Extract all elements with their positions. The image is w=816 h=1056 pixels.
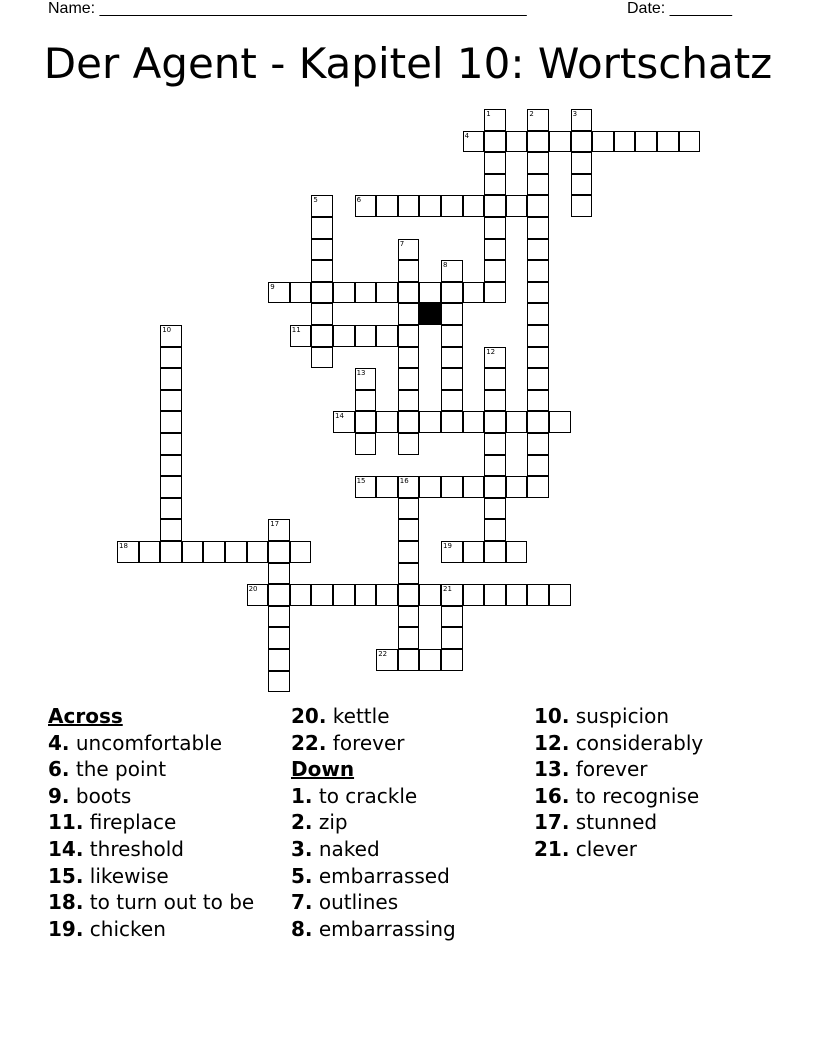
crossword-cell[interactable] bbox=[549, 584, 571, 606]
crossword-cell[interactable] bbox=[355, 411, 377, 433]
crossword-cell[interactable] bbox=[247, 584, 269, 606]
clue-number-label: 4 bbox=[464, 131, 470, 140]
crossword-cell[interactable] bbox=[160, 455, 182, 477]
clue-number-label: 15 bbox=[356, 477, 366, 486]
crossword-cell[interactable] bbox=[463, 476, 485, 498]
crossword-cell[interactable] bbox=[268, 671, 290, 693]
crossword-cell[interactable] bbox=[225, 541, 247, 563]
crossword-cell[interactable] bbox=[484, 282, 506, 304]
clue-number: 9. bbox=[48, 783, 70, 808]
crossword-cell[interactable] bbox=[527, 174, 549, 196]
clue-number-label: 13 bbox=[356, 369, 366, 378]
crossword-cell[interactable] bbox=[571, 195, 593, 217]
crossword-cell[interactable] bbox=[527, 433, 549, 455]
clue-item bbox=[291, 836, 456, 863]
clue-item bbox=[48, 783, 254, 810]
crossword-cell[interactable] bbox=[527, 152, 549, 174]
clue-text: embarrassing bbox=[312, 916, 456, 941]
crossword-cell[interactable] bbox=[484, 519, 506, 541]
clue-item bbox=[534, 809, 703, 836]
crossword-cell[interactable] bbox=[355, 433, 377, 455]
clue-number-label: 14 bbox=[335, 412, 344, 421]
crossword-cell[interactable] bbox=[527, 239, 549, 261]
crossword-cell[interactable] bbox=[333, 325, 355, 347]
crossword-cell[interactable] bbox=[355, 390, 377, 412]
clue-text: forever bbox=[569, 757, 648, 782]
clue-number-label: 1 bbox=[486, 110, 491, 118]
crossword-cell[interactable] bbox=[376, 195, 398, 217]
crossword-cell[interactable] bbox=[527, 476, 549, 498]
crossword-cell[interactable] bbox=[398, 260, 420, 282]
crossword-cell[interactable] bbox=[441, 282, 463, 304]
clue-text: outlines bbox=[312, 890, 399, 915]
crossword-cell[interactable] bbox=[398, 541, 420, 563]
clues-column-2 bbox=[291, 703, 456, 942]
crossword-cell[interactable] bbox=[463, 584, 485, 606]
crossword-cell[interactable] bbox=[376, 282, 398, 304]
clue-text: fireplace bbox=[83, 810, 177, 835]
crossword-cell[interactable] bbox=[527, 325, 549, 347]
crossword-cell[interactable] bbox=[311, 584, 333, 606]
crossword-cell[interactable] bbox=[398, 239, 420, 261]
crossword-cell[interactable] bbox=[398, 347, 420, 369]
clue-number-label: 19 bbox=[443, 542, 452, 550]
crossword-cell[interactable] bbox=[484, 584, 506, 606]
crossword-cell[interactable] bbox=[549, 411, 571, 433]
clue-item bbox=[534, 783, 703, 810]
crossword-cell[interactable] bbox=[398, 627, 420, 649]
clue-number: 16. bbox=[534, 783, 570, 808]
clue-item bbox=[48, 730, 254, 757]
clue-text: suspicion bbox=[569, 704, 670, 728]
crossword-cell[interactable] bbox=[484, 390, 506, 412]
crossword-cell[interactable] bbox=[484, 217, 506, 239]
crossword-cell[interactable] bbox=[463, 131, 485, 153]
clues-column-3 bbox=[534, 703, 703, 863]
clue-number: 5. bbox=[291, 863, 313, 888]
crossword-cell[interactable] bbox=[657, 131, 679, 153]
clue-number: 18. bbox=[48, 890, 84, 915]
crossword-cell[interactable] bbox=[333, 584, 355, 606]
crossword-cell[interactable] bbox=[398, 606, 420, 628]
crossword-cell[interactable] bbox=[441, 649, 463, 671]
clue-number: 3. bbox=[291, 836, 313, 861]
crossword-cell[interactable] bbox=[506, 411, 528, 433]
crossword-cell[interactable] bbox=[355, 325, 377, 347]
clue-text: forever bbox=[326, 730, 405, 755]
clue-number: 11. bbox=[48, 810, 84, 835]
crossword-cell[interactable] bbox=[311, 325, 333, 347]
crossword-cell[interactable] bbox=[355, 584, 377, 606]
crossword-cell[interactable] bbox=[398, 390, 420, 412]
crossword-cell[interactable] bbox=[441, 347, 463, 369]
crossword-cell[interactable] bbox=[419, 476, 441, 498]
clue-number-label: 18 bbox=[119, 542, 128, 550]
crossword-cell[interactable] bbox=[441, 260, 463, 282]
crossword-cell[interactable] bbox=[571, 131, 593, 153]
clue-item bbox=[534, 836, 703, 863]
crossword-cell[interactable] bbox=[571, 174, 593, 196]
crossword-cell[interactable] bbox=[506, 541, 528, 563]
crossword-cell[interactable] bbox=[268, 627, 290, 649]
crossword-cell[interactable] bbox=[398, 303, 420, 325]
crossword-cell[interactable] bbox=[160, 390, 182, 412]
name-field[interactable]: Name: ________________________________________________ bbox=[48, 0, 527, 17]
crossword-cell[interactable] bbox=[419, 411, 441, 433]
date-field[interactable]: Date: _______ bbox=[627, 0, 732, 17]
clue-text: clever bbox=[569, 836, 638, 861]
crossword-cell[interactable] bbox=[571, 152, 593, 174]
clue-number: 10. bbox=[534, 704, 570, 728]
crossword-cell[interactable] bbox=[268, 519, 290, 541]
clue-number: 19. bbox=[48, 916, 84, 941]
crossword-cell[interactable] bbox=[527, 195, 549, 217]
crossword-cell[interactable] bbox=[290, 541, 312, 563]
crossword-cell[interactable] bbox=[355, 282, 377, 304]
crossword-cell[interactable] bbox=[398, 195, 420, 217]
crossword-cell[interactable] bbox=[506, 584, 528, 606]
crossword-cell[interactable] bbox=[160, 433, 182, 455]
crossword-cell[interactable] bbox=[527, 368, 549, 390]
crossword-cell[interactable] bbox=[441, 390, 463, 412]
crossword-cell[interactable] bbox=[376, 325, 398, 347]
clues-column-1 bbox=[48, 703, 254, 942]
clue-item bbox=[48, 863, 254, 890]
crossword-cell[interactable] bbox=[484, 109, 506, 131]
crossword-cell[interactable] bbox=[527, 347, 549, 369]
crossword-cell[interactable] bbox=[484, 498, 506, 520]
clue-number: 7. bbox=[291, 890, 313, 915]
clue-item bbox=[291, 809, 456, 836]
crossword-cell[interactable] bbox=[290, 282, 312, 304]
crossword-cell[interactable] bbox=[441, 584, 463, 606]
clue-number: 8. bbox=[291, 916, 313, 941]
crossword-cell[interactable] bbox=[160, 541, 182, 563]
clue-text: to recognise bbox=[569, 783, 700, 808]
clue-item bbox=[48, 756, 254, 783]
clue-item bbox=[48, 889, 254, 916]
clue-number: 13. bbox=[534, 757, 570, 782]
clue-item bbox=[48, 916, 254, 943]
clue-text: kettle bbox=[326, 704, 390, 728]
crossword-cell[interactable] bbox=[398, 411, 420, 433]
clue-text: to crackle bbox=[312, 783, 418, 808]
crossword-black-cell bbox=[419, 303, 441, 325]
crossword-cell[interactable] bbox=[160, 347, 182, 369]
crossword-cell[interactable] bbox=[398, 519, 420, 541]
crossword-cell[interactable] bbox=[290, 584, 312, 606]
crossword-cell[interactable] bbox=[527, 390, 549, 412]
crossword-cell[interactable] bbox=[484, 174, 506, 196]
clue-number-label: 10 bbox=[162, 326, 172, 334]
clue-number-label: 3 bbox=[572, 110, 578, 118]
clue-item bbox=[291, 863, 456, 890]
clue-number: 14. bbox=[48, 836, 84, 861]
crossword-cell[interactable] bbox=[311, 217, 333, 239]
crossword-cell[interactable] bbox=[268, 606, 290, 628]
crossword-cell[interactable] bbox=[419, 649, 441, 671]
crossword-cell[interactable] bbox=[463, 541, 485, 563]
crossword-cell[interactable] bbox=[484, 347, 506, 369]
crossword-cell[interactable] bbox=[268, 282, 290, 304]
crossword-cell[interactable] bbox=[182, 541, 204, 563]
crossword-cell[interactable] bbox=[506, 476, 528, 498]
crossword-cell[interactable] bbox=[463, 195, 485, 217]
across-heading: Across bbox=[48, 704, 123, 728]
clue-number: 2. bbox=[291, 810, 313, 835]
clue-item bbox=[291, 783, 456, 810]
crossword-cell[interactable] bbox=[376, 476, 398, 498]
crossword-cell[interactable] bbox=[527, 217, 549, 239]
crossword-cell[interactable] bbox=[441, 411, 463, 433]
clue-number: 21. bbox=[534, 836, 570, 861]
crossword-cell[interactable] bbox=[160, 476, 182, 498]
crossword-cell[interactable] bbox=[614, 131, 636, 153]
crossword-cell[interactable] bbox=[571, 109, 593, 131]
crossword-cell[interactable] bbox=[592, 131, 614, 153]
crossword-cell[interactable] bbox=[247, 541, 269, 563]
clue-number-label: 2 bbox=[529, 110, 534, 118]
clue-text: considerably bbox=[569, 730, 704, 755]
crossword-cell[interactable] bbox=[398, 476, 420, 498]
clue-number: 1. bbox=[291, 783, 313, 808]
crossword-cell[interactable] bbox=[160, 368, 182, 390]
crossword-cell[interactable] bbox=[484, 131, 506, 153]
crossword-cell[interactable] bbox=[484, 368, 506, 390]
crossword-cell[interactable] bbox=[635, 131, 657, 153]
clue-text: boots bbox=[69, 783, 132, 808]
crossword-cell[interactable] bbox=[527, 282, 549, 304]
crossword-cell[interactable] bbox=[311, 260, 333, 282]
crossword-cell[interactable] bbox=[484, 455, 506, 477]
crossword-cell[interactable] bbox=[355, 195, 377, 217]
crossword-cell[interactable] bbox=[441, 195, 463, 217]
clue-text: to turn out to be bbox=[83, 890, 255, 915]
clue-text: zip bbox=[312, 810, 348, 835]
crossword-cell[interactable] bbox=[139, 541, 161, 563]
clue-number-label: 16 bbox=[399, 477, 409, 486]
clue-text: naked bbox=[312, 836, 380, 861]
crossword-cell[interactable] bbox=[441, 303, 463, 325]
crossword-cell[interactable] bbox=[419, 282, 441, 304]
crossword-cell[interactable] bbox=[484, 195, 506, 217]
crossword-cell[interactable] bbox=[441, 476, 463, 498]
crossword-cell[interactable] bbox=[117, 541, 139, 563]
crossword-cell[interactable] bbox=[398, 368, 420, 390]
clue-number: 20. bbox=[291, 704, 327, 728]
crossword-cell[interactable] bbox=[484, 541, 506, 563]
clue-number-label: 8 bbox=[443, 261, 448, 270]
clue-number-label: 11 bbox=[291, 326, 301, 334]
crossword-cell[interactable] bbox=[376, 411, 398, 433]
clue-number-label: 17 bbox=[270, 520, 280, 529]
crossword-cell[interactable] bbox=[484, 152, 506, 174]
crossword-cell[interactable] bbox=[268, 649, 290, 671]
crossword-cell[interactable] bbox=[311, 303, 333, 325]
crossword-cell[interactable] bbox=[527, 131, 549, 153]
clue-text: chicken bbox=[83, 916, 166, 941]
crossword-cell[interactable] bbox=[441, 368, 463, 390]
crossword-cell[interactable] bbox=[441, 606, 463, 628]
crossword-cell[interactable] bbox=[311, 239, 333, 261]
clue-item bbox=[291, 916, 456, 943]
crossword-cell[interactable] bbox=[333, 282, 355, 304]
clue-text: uncomfortable bbox=[69, 730, 223, 755]
crossword-cell[interactable] bbox=[311, 282, 333, 304]
crossword-cell[interactable] bbox=[203, 541, 225, 563]
clue-item bbox=[291, 889, 456, 916]
clue-text: embarrassed bbox=[312, 863, 450, 888]
crossword-cell[interactable] bbox=[463, 411, 485, 433]
clue-text: stunned bbox=[569, 810, 658, 835]
down-heading: Down bbox=[291, 757, 355, 782]
crossword-cell[interactable] bbox=[160, 498, 182, 520]
crossword-cell[interactable] bbox=[398, 325, 420, 347]
crossword-cell[interactable] bbox=[376, 649, 398, 671]
crossword-cell[interactable] bbox=[160, 325, 182, 347]
crossword-cell[interactable] bbox=[355, 476, 377, 498]
crossword-cell[interactable] bbox=[355, 368, 377, 390]
crossword-cell[interactable] bbox=[506, 131, 528, 153]
crossword-cell[interactable] bbox=[290, 325, 312, 347]
clue-number-label: 20 bbox=[248, 585, 258, 594]
crossword-cell[interactable] bbox=[527, 260, 549, 282]
crossword-cell[interactable] bbox=[484, 239, 506, 261]
crossword-cell[interactable] bbox=[527, 455, 549, 477]
clue-number-label: 9 bbox=[270, 282, 275, 291]
crossword-cell[interactable] bbox=[441, 541, 463, 563]
crossword-cell[interactable] bbox=[441, 325, 463, 347]
crossword-cell[interactable] bbox=[311, 347, 333, 369]
crossword-cell[interactable] bbox=[419, 584, 441, 606]
clue-number: 4. bbox=[48, 730, 70, 755]
crossword-cell[interactable] bbox=[506, 195, 528, 217]
clue-item bbox=[291, 730, 456, 757]
clue-item bbox=[534, 730, 703, 757]
clue-number: 12. bbox=[534, 730, 570, 755]
crossword-cell[interactable] bbox=[398, 584, 420, 606]
crossword-cell[interactable] bbox=[527, 584, 549, 606]
crossword-cell[interactable] bbox=[268, 563, 290, 585]
crossword-cell[interactable] bbox=[527, 303, 549, 325]
crossword-cell[interactable] bbox=[463, 282, 485, 304]
clue-number-label: 22 bbox=[378, 650, 388, 658]
crossword-cell[interactable] bbox=[419, 195, 441, 217]
crossword-cell[interactable] bbox=[398, 563, 420, 585]
crossword-cell[interactable] bbox=[441, 627, 463, 649]
clue-number: 15. bbox=[48, 863, 84, 888]
crossword-cell[interactable] bbox=[398, 282, 420, 304]
crossword-cell[interactable] bbox=[376, 584, 398, 606]
clue-item bbox=[291, 703, 456, 730]
clue-item bbox=[48, 836, 254, 863]
crossword-cell[interactable] bbox=[484, 476, 506, 498]
clue-text: likewise bbox=[83, 863, 169, 888]
clue-item bbox=[534, 703, 703, 730]
crossword-cell[interactable] bbox=[398, 498, 420, 520]
crossword-cell[interactable] bbox=[527, 109, 549, 131]
crossword-cell[interactable] bbox=[549, 131, 571, 153]
crossword-cell[interactable] bbox=[484, 411, 506, 433]
crossword-cell[interactable] bbox=[398, 433, 420, 455]
clue-number-label: 21 bbox=[443, 585, 452, 594]
crossword-cell[interactable] bbox=[268, 541, 290, 563]
crossword-cell[interactable] bbox=[679, 131, 701, 153]
crossword-cell[interactable] bbox=[160, 411, 182, 433]
crossword-cell[interactable] bbox=[268, 584, 290, 606]
clue-item bbox=[48, 809, 254, 836]
clue-number: 17. bbox=[534, 810, 570, 835]
clue-number-label: 6 bbox=[356, 196, 362, 205]
crossword-cell[interactable] bbox=[333, 411, 355, 433]
clue-text: threshold bbox=[83, 836, 184, 861]
clue-number: 6. bbox=[48, 757, 70, 782]
crossword-cell[interactable] bbox=[484, 260, 506, 282]
page-title: Der Agent - Kapitel 10: Wortschatz bbox=[43, 39, 773, 88]
crossword-cell[interactable] bbox=[160, 519, 182, 541]
crossword-cell[interactable] bbox=[398, 649, 420, 671]
crossword-cell[interactable] bbox=[311, 195, 333, 217]
crossword-cell[interactable] bbox=[484, 433, 506, 455]
clue-number-label: 7 bbox=[399, 239, 405, 248]
clue-number: 22. bbox=[291, 730, 327, 755]
clue-item bbox=[534, 756, 703, 783]
clue-number-label: 12 bbox=[486, 347, 496, 356]
clue-text: the point bbox=[69, 757, 167, 782]
clue-number-label: 5 bbox=[313, 196, 318, 205]
crossword-cell[interactable] bbox=[527, 411, 549, 433]
